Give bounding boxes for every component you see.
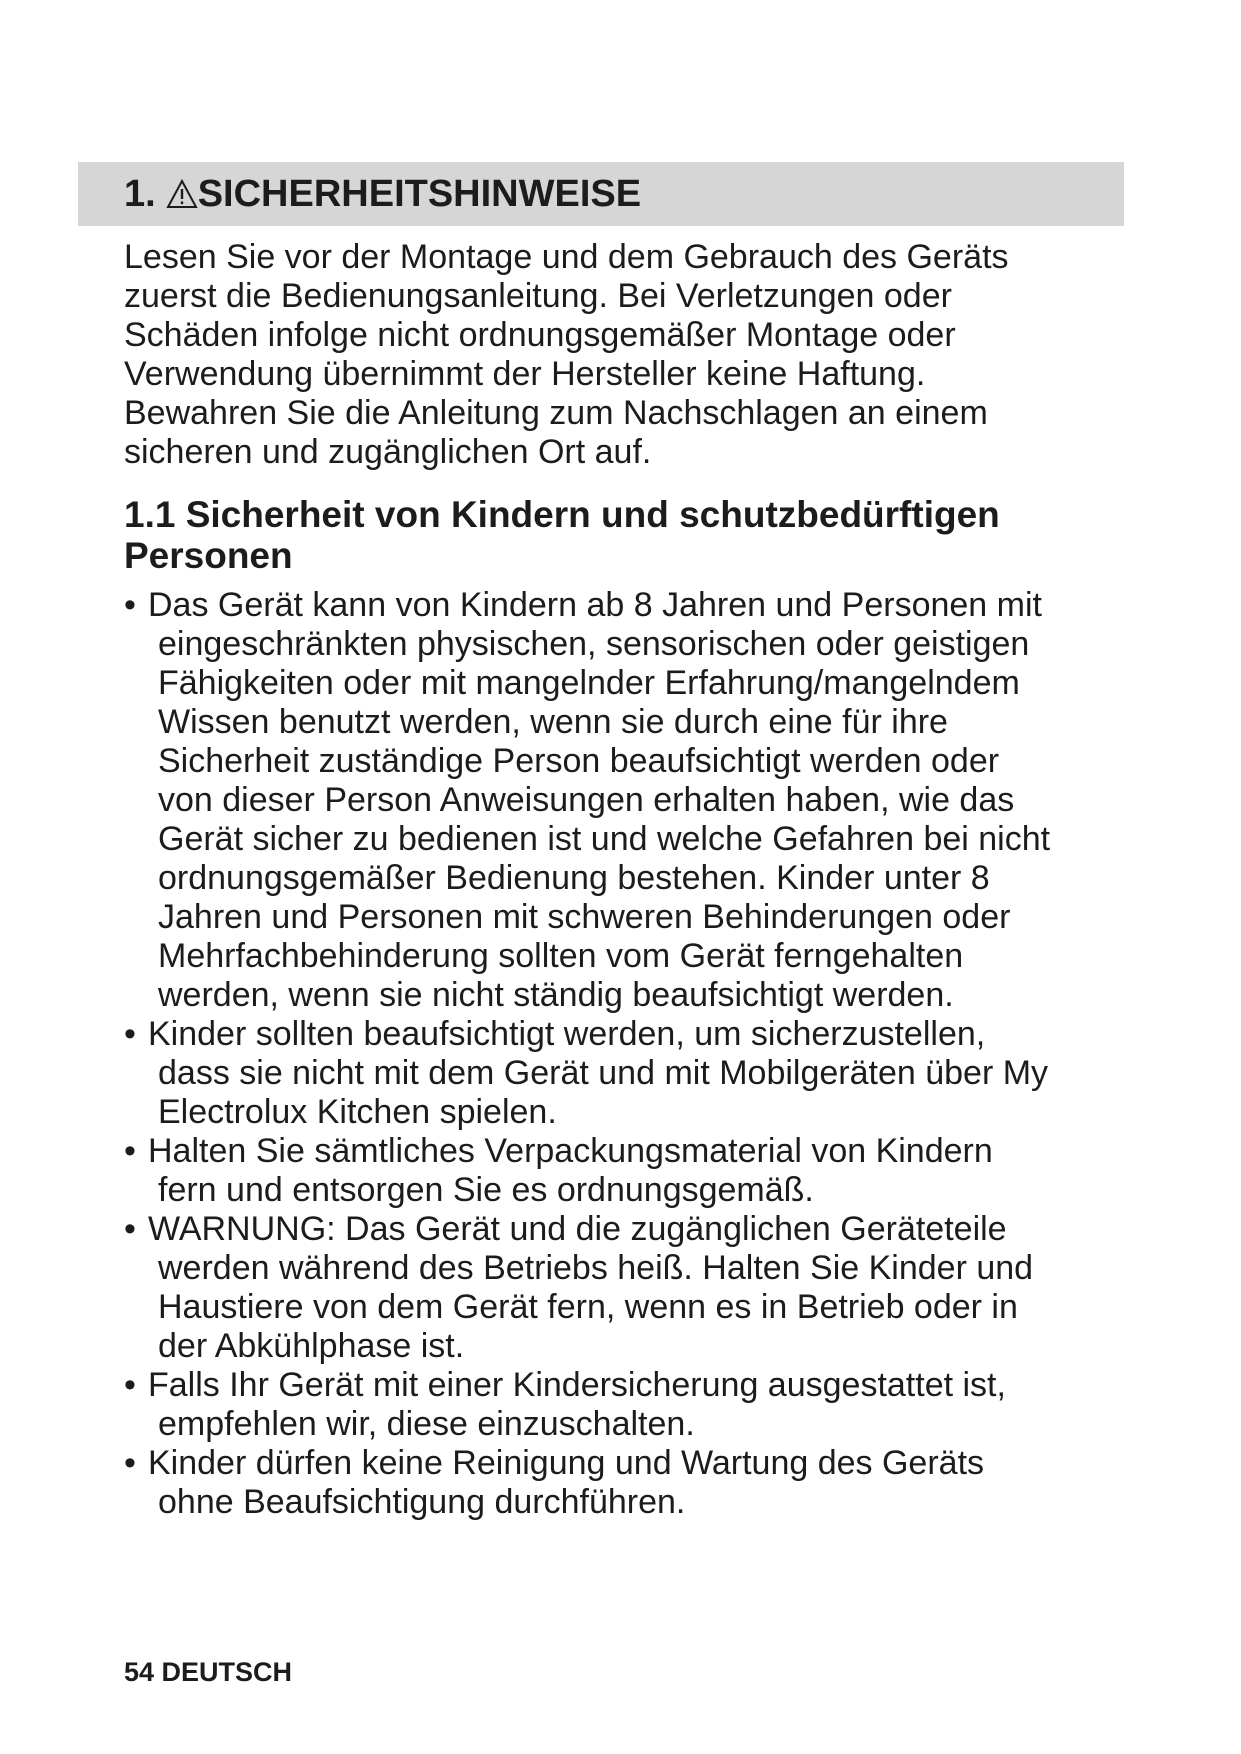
bullet-text: Das Gerät kann von Kindern ab 8 Jahren und Personen mit eingeschränkten physischen, sensorischen oder geistigen Fähigkeiten oder mit mangelnder Erfahrung/mangelndem Wissen benutzt werden, wenn sie durch eine für ihre Sicherheit zuständige Person beaufsichtigt werden oder von dieser Person Anweisungen erhalten haben, wie das Gerät sicher zu bedienen ist und welche Gefahren bei nicht ordnungsgemäßer Bedienung bestehen. Kinder unter 8 Jahren und Personen mit schweren Behinderungen oder Mehrfachbehinderung sollten vom Gerät ferngehalten werden, wenn sie nicht ständig beaufsichtigt werden. <box>148 586 1051 1014</box>
bullet-text: WARNUNG: Das Gerät und die zugänglichen Geräteteile werden während des Betriebs heiß. Halten Sie Kinder und Haustiere von dem Gerät fern, wenn es in Betrieb oder in der Abkühlphase ist. <box>148 1210 1034 1365</box>
list-item <box>124 1366 1124 1444</box>
section-title <box>124 170 641 218</box>
bullet-icon: • <box>124 1015 136 1053</box>
bullet-text: Kinder dürfen keine Reinigung und Wartung des Geräts ohne Beaufsichtigung durchführen. <box>148 1444 985 1521</box>
bullet-icon: • <box>124 1366 136 1404</box>
section-title-text: SICHERHEITSHINWEISE <box>197 173 642 215</box>
list-item <box>124 586 1124 1015</box>
content-area <box>124 238 1124 1522</box>
list-item <box>124 1015 1124 1132</box>
bullet-text: Kinder sollten beaufsichtigt werden, um sicherzustellen, dass sie nicht mit dem Gerät und mit Mobilgeräten über My Electrolux Kitchen spielen. <box>148 1015 1049 1131</box>
subsection-heading: 1.1 Sicherheit von Kindern und schutzbedürftigen Personen <box>124 494 1000 576</box>
list-item <box>124 1132 1124 1210</box>
section-number: 1. <box>124 173 156 215</box>
list-item <box>124 1210 1124 1366</box>
bullet-text: Halten Sie sämtliches Verpackungsmaterial von Kindern fern und entsorgen Sie es ordnungsgemäß. <box>148 1132 993 1209</box>
bullet-icon: • <box>124 1444 136 1482</box>
bullet-icon: • <box>124 1132 136 1170</box>
bullet-icon: • <box>124 1210 136 1248</box>
warning-triangle-icon <box>166 179 198 209</box>
intro-paragraph: Lesen Sie vor der Montage und dem Gebrauch des Geräts zuerst die Bedienungsanleitung. Bei Verletzungen oder Schäden infolge nicht ordnungsgemäßer Montage oder Verwendung übernimmt der Hersteller keine Haftung. Bewahren Sie die Anleitung zum Nachschlagen an einem sicheren und zugänglichen Ort auf. <box>124 238 1009 471</box>
page-footer: 54 DEUTSCH <box>124 1657 293 1687</box>
list-item <box>124 1444 1124 1522</box>
bullet-text: Falls Ihr Gerät mit einer Kindersicherung ausgestattet ist, empfehlen wir, diese einzuschalten. <box>148 1366 1006 1443</box>
bullet-icon: • <box>124 586 136 624</box>
safety-bullet-list <box>124 586 1124 1522</box>
